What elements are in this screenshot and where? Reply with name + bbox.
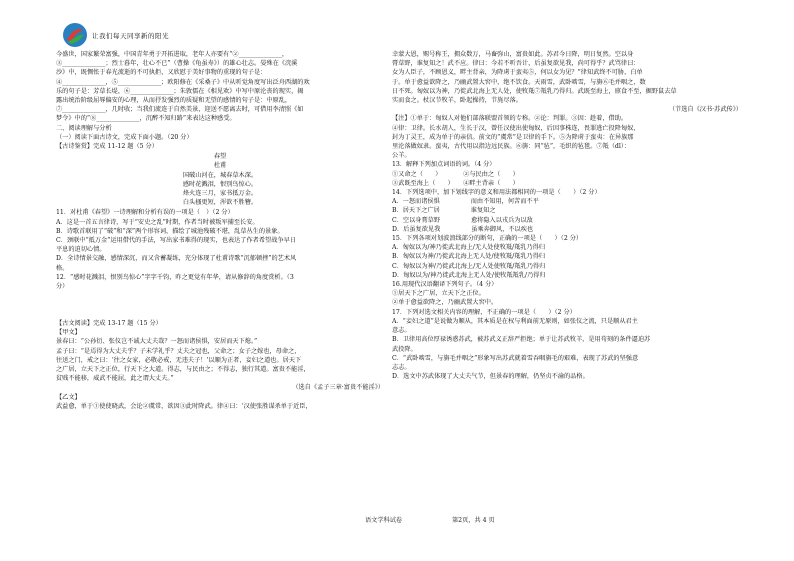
text-line: 【古文阅读】完成 13-17 题（15 分） [56,319,162,327]
text-line: 梦令》中的“⑧______________，沉醉不知归路”来表达这种感受。 [56,115,236,123]
text-line: （一）阅读下面古诗文，完成下面小题。（20 分） [56,133,193,141]
text-line: 分） [56,283,69,291]
text-line: 15．下列各项对划波浪线部分的断句，正确的一项是（ ）（2 分） [392,235,583,243]
right-column [392,50,742,381]
text-line: A．“妾妇之道”是说做为顺从，其本质是在权与利面前无原则，如张仪之流，只是顺从君主 [392,317,638,325]
text-line [56,291,384,300]
text-line: C．匈奴以为神/乃徙武北海上/无人处使牧羝/羝乳乃得归 [392,262,546,270]
text-line: 14．下列选项中，加下划线字的意义和用法都相同的一项是（ ）（2 分） [392,189,601,197]
text-line: B．卫律用高位厚禄诱惑苏武，被苏武义正辞严拒绝；单于让苏武牧羊，是用苟刻的条件逼迫苏 [392,336,651,344]
text-line: 孟子曰：“是焉得为大丈夫乎？子未学礼乎？丈夫之冠也，父命之；女子之嫁也，母命之， [56,347,301,355]
text-line: 幸蒙大恩，赐号称王，拥众数万，马畜弥山，富贵如此。苏君今日降，明日复然。空以身 [392,51,634,58]
text-line: D．匈奴以为/神乃徙武北海上无人处/使牧羝羝乳/乃得归 [392,271,546,279]
text-line: C．空以身膏草野 愈将隐入以戎兵为以敌 [392,216,533,224]
text-line: 志志。 [392,363,411,371]
text-line: 12．“感时花溅泪，恨别鸟惊心”字字千钧，昨之更觉有年华，请从修辞的角度赏析。（3 [56,273,294,281]
text-line: C．颈联中“抵万金”运用借代的手法，写出家书难得的现实，也表达了作者希望战争早日 [56,237,296,245]
text-line: ③______________；烈士暮年，壮心不已”（曹操《龟虽寿》）的雄心壮志。晏殊在《浣溪 [56,60,298,68]
text-line: 【注】①单于：匈奴人对他们部落联盟首领的专称。②论：判罪。③因：趁着，借助。 [392,115,628,123]
text-line: 贫贱不能移，威武不能屈，此之谓大丈夫。” [56,375,174,383]
text-line: B．匈奴以为神/乃徙武北海上无人处/使牧羝/羝乳乃得归 [392,253,546,261]
text-line: 于。单于愈益欲降之，乃幽武置大窖中，绝不饮食。天雨雪，武卧啮雪，与旃⑥毛并咽之，数 [392,78,646,86]
text-line: 膏草野，谁复知之！武不应。律曰：今若不听吾计，后虽复欲见我，尚可得乎？武骂律曰： [392,60,640,68]
text-line: 平息的迫切心情。 [56,246,106,254]
poem-line: 烽火连三月，家书抵万金。 [182,190,258,198]
text-line: 【甲文】 [56,329,81,337]
text-line: 露出统治阶级屈辱偏安的心理，从而抒发强烈的质疑和无望的感情的句子是：中原乱， [56,97,292,105]
text-line: 景春曰：“公孙衍、张仪岂不诚大丈夫哉？一怒而诸侯惧，安居而天下熄。” [56,338,258,346]
text-line: 意志。 [392,327,411,335]
poem-title: 春望 [213,153,227,161]
text-line: 女为人臣子，不顾恩义，畔主背亲，为降虏于蛮夷⑤，何以女为见？”律知武终不可胁，白单 [392,69,643,77]
text-line: ①居天下之广居，立天下之正位。 [392,290,485,298]
text-line: 17．下列对选文相关内容的理解，不正确的一项是（ ）（2 分） [392,308,576,316]
text-line: 11．对杜甫《春望》一诗理解和分析有误的一项是（ ）（2 分） [56,209,234,217]
text-line: 16.用现代汉语翻译下列句子。（4 分） [392,281,498,289]
text-line: 武投降。 [392,345,417,353]
text-line: ④______________，⑤______________；欧阳修在《采桑子》中从听觉角度写出泛舟西湖的欢 [56,78,310,86]
text-line: A．匈奴以为/神乃徙武北海上/无人处使牧羝/羝乳乃得归 [392,244,546,252]
text-line: （选自《孟子三章·富贵不能淫》） [292,384,384,392]
text-line: ①又命之（ ） ②与民由之（ ） [392,170,519,178]
logo-icon [62,22,88,48]
text-line: D．全诗情景交融，感情深沉，而又含蓄凝练，充分体现了杜甫诗歌“沉郁顿挫”的艺术风 [56,255,297,263]
text-line: ③武既至海上（ ） ④畔主背亲（ ） [392,179,519,187]
text-line: 日不死。匈奴以为神，乃徙武北海上无人处，使牧羝⑦羝乳乃得归。武既至海上，廪食不至，掘野鼠去草 [392,87,677,95]
text-line: 格。 [56,264,69,272]
text-line: 封为丁灵王，成为单于的亲信。前文的“虞常”是卫律的手下。⑤为降虏于蛮夷：在异族那 [392,133,634,141]
text-line: 往送之门，戒之曰：‘往之女家，必敬必戒，无违夫子！’以顺为正者，妾妇之道也。居天下 [56,356,302,364]
text-line: C．“武卧啮雪，与旃毛并咽之”形象写出苏武就着雪吞咽旃毛的艰难，表现了苏武的坚强意 [392,354,639,362]
poem-block [56,152,384,207]
header-slogan: 让我们每天同享新的阳光 [92,32,169,40]
text-line [56,310,384,319]
text-line: 【古诗鉴赏】完成 11-12 题（5 分） [56,143,158,151]
text-line: 里沦落做奴隶。蛮夷，古代用以指边远民族。⑥旃：同“毡”，毛织的毡毯。⑦羝（dī）： [392,143,631,151]
text-line: 公羊。 [392,152,411,160]
text-line: D．选文中苏武体现了大丈夫气节，但景春的理解，仍坚贞不渝的品格。 [392,373,589,381]
text-line: A．一怒而诸侯惧 而由不知用，何苦而不平 [392,198,539,206]
text-line: （节选自《汉书·苏武传》） [668,106,742,114]
text-line: 武益愈，单于①使使晓武，会论②虞常，欲因③此时降武。律④曰：‘汉使张胜谋杀单于近臣， [56,402,312,410]
text-line: B．居天下之广居 谁复知之 [392,207,496,215]
poem-line: 感时花溅泪，恨别鸟惊心。 [182,180,258,188]
text-line [56,300,384,309]
left-column [56,50,384,411]
text-line: 二、阅读理解与分析 [56,124,112,132]
text-line: B．诗歌首联用了“破”和“深”两个形容词，描绘了城池残破不堪，乱草丛生的景象。 [56,227,284,235]
text-line: 今盛世，国家繁荣富强，中国青年勇于开拓进取，老年人亦要有“②______________， [56,51,289,58]
text-line: 13．解释下列加点词语的词。（4 分） [392,161,496,169]
poem-line: 白头搔更短，浑欲不胜簪。 [182,199,258,207]
text-line: 沙》中，既惆怅于春光流逝的不可执拒，又欣慰于美好事物的重现的句子是： [56,69,267,77]
text-line: ②单于愈益欲降之，乃幽武置大窖中。 [392,299,498,307]
poem-line: 国破山河在，城春草木深。 [182,171,258,179]
text-line: 【乙文】 [56,393,81,401]
text-line: D．后虽复欲见我 虽乘奔御风，不以疾也 [392,225,534,233]
text-line: 之广居，立天下之正位，行天下之大道。得志，与民由之；不得志，独行其道。富贵不能淫， [56,365,310,373]
footer-subject: 语文学科试卷 [365,517,403,524]
text-line: ④律：卫律。长水胡人，生长于汉，曾任汉使出使匈奴，后因事株连，畏罪逃亡投降匈奴， [392,124,640,132]
text-line: A．这是一首五言律诗，写于“安史之乱”时期，作者当时被叛军捕至长安。 [56,218,259,226]
text-line: ⑦______________，几时收；当我们流连于自然美景，迎送不愿离去时，可借用李清照《如 [56,106,304,114]
text-line: 实而食之。杖汉节牧羊，卧起操持，节旄尽落。 [392,97,522,105]
text-line: 乐的句子是：芳草长堤，⑥______________；朱敦儒在《相见欢》中写中原沦丧的现实，揭 [56,87,304,95]
poem-author: 杜甫 [213,162,227,170]
footer-page-number: 第2页，共 4 页 [452,517,495,524]
